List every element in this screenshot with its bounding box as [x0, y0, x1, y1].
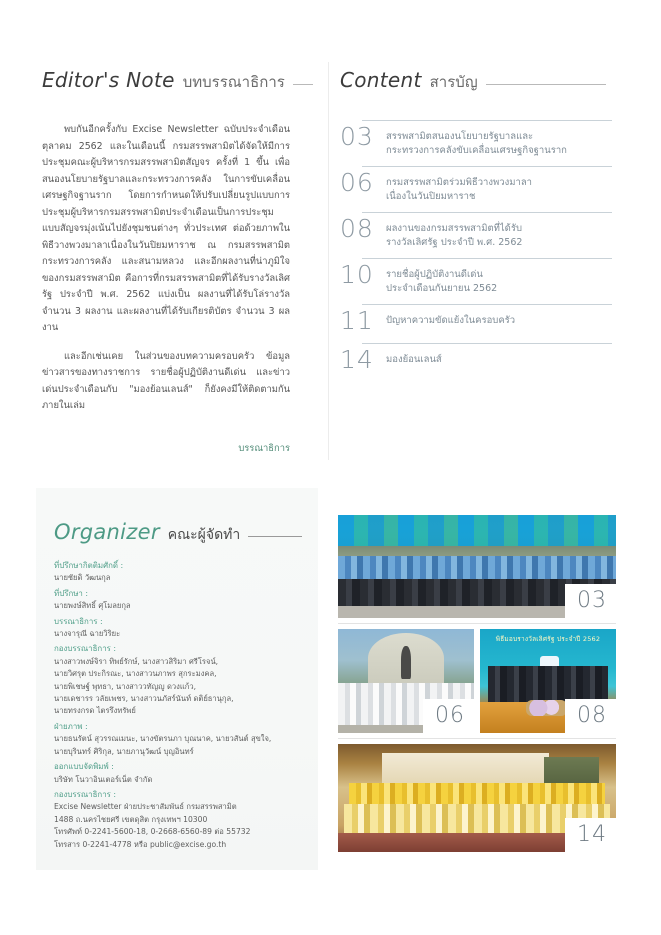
organizer-name: นายบุรินทร์ ศิริกุล, นายภานุวัฒน์ บุญอินทร์: [54, 746, 194, 756]
toc-item[interactable]: [340, 343, 612, 374]
editors-note-paragraph: พบกันอีกครั้งกับ Excise Newsletter ฉบับประจำเดือนตุลาคม 2562 และในเดือนนี้ กรมสรรพสามิตได้จัดให้มีการประชุมคณะผู้บริหารกรมสรรพสามิตสัญจร ครั้งที่ 1 ขึ้น เพื่อสนองนโยบายรัฐบาลและกระทรวงการคลัง ในการขับเคลื่อนเศรษฐกิจฐานราก โดยการกำหนดให้ปรับเปลี่ยนรูปแบบการประชุมผู้บริหารกรมสรรพสามิตประจำเดือนเป็นการประชุมแบบสัญจรมุ่งเน้นไปยังชุมชนต่างๆ ทั่วประเทศ ต่อด้วยภาพในพิธีวางพวงมาลาเนื่องในวันปิยมหาราช ณ กรมสรรพสามิต กระทรวงการคลัง และสนามหลวง และอีกผลงานที่น่าภูมิใจของกรมสรรพสามิต คือการที่กรมสรรพสามิตที่ได้รับรางวัลเลิศรัฐ ประจำปี พ.ศ. 2562 แบ่งเป็น ผลงานที่ได้รับโล่รางวัล จำนวน 3 ผลงาน และผลงานที่ได้รับเกียรติบัตร จำนวน 3 ผลงาน: [42, 124, 290, 333]
organizer-role: ที่ปรึกษา :: [54, 588, 89, 598]
toc-line-1: มองย้อนเลนส์: [386, 354, 442, 365]
organizer-fax-email-line: โทรสาร 0-2241-4778 หรือ public@excise.go.th: [54, 839, 227, 849]
content-title-th: สารบัญ: [429, 73, 478, 91]
organizer-role: กองบรรณาธิการ :: [54, 644, 117, 654]
photo-thumbnail-06[interactable]: [338, 629, 474, 733]
toc-entry-text: [386, 266, 497, 296]
organizer-title-th: คณะผู้จัดทำ: [167, 527, 241, 543]
toc-line-2: ประจำเดือนกันยายน 2562: [386, 283, 498, 294]
organizer-role: บรรณาธิการ :: [54, 616, 103, 626]
organizer-name: นายเดชารร วลัยเพชร, นางสาวนภัสร์นันท์ ดติย์ธานุกุล,: [54, 694, 234, 704]
organizer-section: [36, 488, 318, 870]
photo-banner-caption: พิธีมอบรางวัลเลิศรัฐ ประจำปี 2562: [495, 635, 601, 644]
organizer-address-line: Excise Newsletter ฝ่ายประชาสัมพันธ์ กรมสรรพสามิต: [54, 802, 237, 812]
column-divider: [328, 62, 329, 460]
toc-page-number: 08: [340, 214, 374, 243]
content-section: [340, 68, 612, 382]
toc-page-number: 10: [340, 260, 374, 289]
organizer-address-line: 1488 ถ.นครไชยศรี เขตดุสิต กรุงเทพฯ 10300: [54, 814, 208, 824]
photo-page-number: 14: [565, 818, 616, 852]
photo-row: [338, 629, 616, 733]
heading-rule: [293, 84, 313, 85]
organizer-name: นายทรงกรด ไตรรึงทรัพย์: [54, 706, 136, 716]
editors-note-signature: บรรณาธิการ: [238, 442, 290, 454]
organizer-role: กองบรรณาธิการ :: [54, 789, 117, 799]
content-title-en: Content: [340, 68, 422, 92]
organizer-phone-line: โทรศัพท์ 0-2241-5600-18, 0-2668-6560-89 ต่อ 55732: [54, 827, 251, 837]
photo-flower-arrangement: [526, 700, 567, 717]
organizer-name: นายวิศรุต ประกิรณะ, นางสาวนภาพร สุกระมงคล,: [54, 669, 217, 679]
editors-note-body: [42, 122, 290, 415]
toc-page-number: 14: [340, 345, 374, 374]
photo-page-number: 08: [565, 699, 616, 733]
toc-item[interactable]: [340, 166, 612, 204]
toc-line-1: ปัญหาความขัดแย้งในครอบครัว: [386, 315, 516, 326]
organizer-name: นายธนรัตน์ สุวรรณเมนะ, นางขัตรนภา บุณนาค, นายวสันต์ สุขใจ,: [54, 734, 272, 744]
toc-page-number: 06: [340, 168, 374, 197]
toc-line-1: ผลงานของกรมสรรพสามิตที่ได้รับ: [386, 223, 522, 234]
organizer-credits: [54, 560, 304, 851]
toc-list: [340, 120, 612, 374]
organizer-name: นายพงษ์สิทธิ์ ศุโมลยกุล: [54, 601, 131, 611]
photo-page-number: 03: [565, 584, 616, 618]
photo-thumbnail-03[interactable]: [338, 515, 616, 618]
editors-note-title-en: Editor's Note: [42, 68, 175, 92]
toc-line-1: กรมสรรพสามิตร่วมพิธีวางพวงมาลา: [386, 177, 533, 188]
toc-line-2: รางวัลเลิศรัฐ ประจำปี พ.ศ. 2562: [386, 237, 523, 248]
toc-item[interactable]: [340, 258, 612, 296]
toc-entry-text: [386, 351, 442, 367]
organizer-role: ที่ปรึกษากิตติมศักดิ์ :: [54, 561, 124, 570]
toc-page-number: 03: [340, 122, 374, 151]
organizer-name: บริษัท โนวาอินเตอร์เน็ต จำกัด: [54, 774, 153, 784]
organizer-name: นายพิเชษฐ์ พุทธา, นางสาววทัญญู ดวงแก้ว,: [54, 681, 197, 691]
editors-note-paragraph: และอีกเช่นเคย ในส่วนของบทความครอบครัว ข้อมูลข่าวสารของทางราชการ รายชื่อผู้ปฏิบัติงานดีเด่น และข่าวเด่นประจำเดือนกับ "มองย้อนเลนส์" ก็ยังคงมีให้ติดตามกันภายในเล่ม: [42, 350, 290, 411]
toc-page-number: 11: [340, 306, 374, 335]
photo-separator: [338, 623, 616, 624]
editors-note-heading: [42, 68, 290, 94]
toc-item[interactable]: [340, 212, 612, 250]
content-heading: [340, 68, 606, 94]
toc-entry-text: [386, 220, 522, 250]
heading-rule: [486, 84, 606, 85]
toc-entry-text: [386, 174, 532, 204]
toc-item[interactable]: [340, 120, 612, 158]
organizer-name: นายชัยดิ วัฒนกุล: [54, 573, 111, 583]
photo-separator: [338, 738, 616, 739]
organizer-title-en: Organizer: [54, 520, 160, 544]
photo-thumbnail-08[interactable]: [480, 629, 616, 733]
toc-line-2: เนื่องในวันปิยมหาราช: [386, 191, 476, 202]
toc-line-1: รายชื่อผู้ปฏิบัติงานดีเด่น: [386, 269, 483, 280]
organizer-heading: [54, 520, 302, 546]
organizer-role: ออกแบบจัดพิมพ์ :: [54, 762, 114, 772]
photo-canopy-layer: [338, 515, 616, 550]
photo-page-number: 06: [423, 699, 474, 733]
heading-rule: [248, 536, 302, 537]
photo-thumbnail-14[interactable]: [338, 744, 616, 852]
photo-grid: [338, 515, 616, 852]
toc-entry-text: [386, 128, 567, 158]
photo-awardees-layer: [488, 666, 608, 701]
photo-statue-figure: [401, 646, 412, 679]
editors-note-title-th: บทบรรณาธิการ: [182, 73, 285, 91]
toc-item[interactable]: [340, 304, 612, 335]
toc-line-2: กระทรวงการคลังขับเคลื่อนเศรษฐกิจฐานราก: [386, 145, 567, 156]
toc-line-1: สรรพสามิตสนองนโยบายรัฐบาลและ: [386, 131, 534, 142]
organizer-name: นางจารุณี ฉายวิริยะ: [54, 629, 121, 639]
editors-note-section: [42, 68, 290, 456]
organizer-name: นางสาวพงษ์จิรา ทิพย์รักษ์, นางสาวสิริมา ศรีโรจน์,: [54, 656, 219, 666]
organizer-role: ฝ่ายภาพ :: [54, 721, 88, 731]
toc-entry-text: [386, 312, 515, 328]
